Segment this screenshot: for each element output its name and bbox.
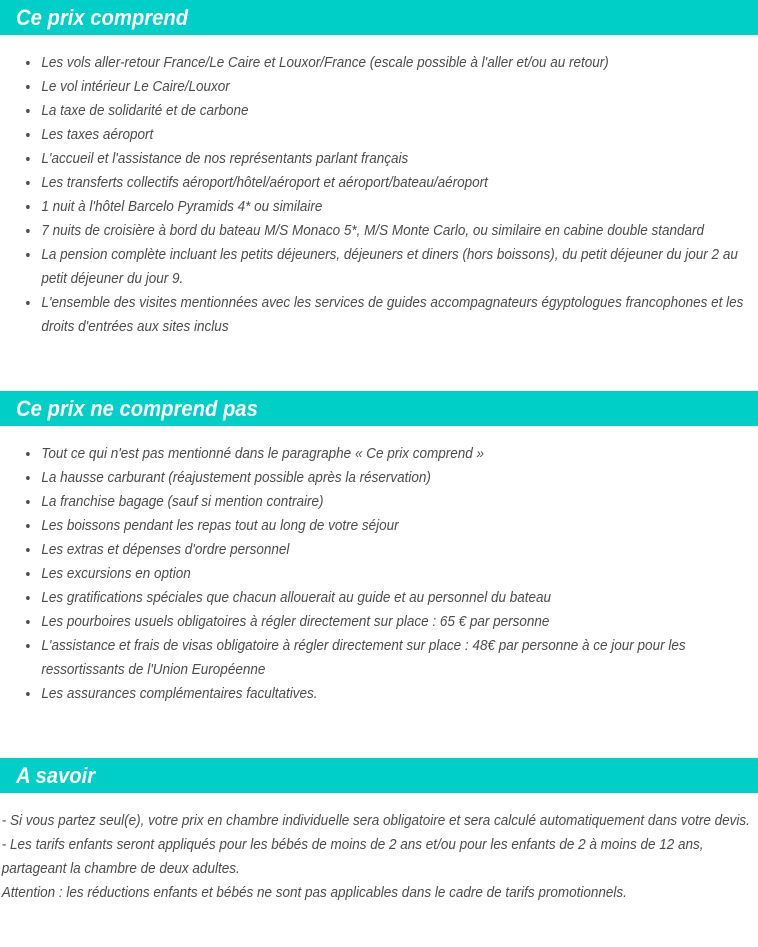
good-to-know-notes	[0, 809, 758, 905]
note-paragraph: - Si vous partez seul(e), votre prix en chambre individuelle sera obligatoire et sera calculé automatiquement dans votre devis.	[1, 812, 750, 829]
price-includes-item: • La taxe de solidarité et de carbone	[40, 99, 753, 123]
price-includes-item: • La pension complète incluant les petits déjeuners, déjeuners et diners (hors boissons), du petit déjeuner du jour 2 au petit déjeuner du jour 9.	[40, 243, 753, 291]
price-excludes-list	[0, 442, 758, 706]
section-title: Ce prix comprend	[16, 4, 189, 30]
price-excludes-item: • Les gratifications spéciales que chacun allouerait au guide et au personnel du bateau	[40, 586, 753, 610]
price-includes-list	[0, 51, 758, 339]
price-excludes-item: • Les extras et dépenses d'ordre personnel	[40, 538, 753, 562]
price-includes-item: • L'accueil et l'assistance de nos représentants parlant français	[40, 147, 753, 171]
section-title: Ce prix ne comprend pas	[16, 395, 258, 421]
note-paragraph: - Les tarifs enfants seront appliqués pour les bébés de moins de 2 ans et/ou pour les enfants de 2 à moins de 12 ans, partageant la chambre de deux adultes.	[1, 836, 704, 877]
price-includes-item: • Les taxes aéroport	[40, 123, 753, 147]
note-paragraph: Attention : les réductions enfants et bébés ne sont pas applicables dans le cadre de tarifs promotionnels.	[1, 884, 627, 901]
price-excludes-item: • Tout ce qui n'est pas mentionné dans le paragraphe « Ce prix comprend »	[40, 442, 753, 466]
price-includes-item: • Les transferts collectifs aéroport/hôtel/aéroport et aéroport/bateau/aéroport	[40, 171, 753, 195]
price-excludes-item: • La hausse carburant (réajustement possible après la réservation)	[40, 466, 753, 490]
section-header-price-includes	[0, 0, 758, 35]
section-price-excludes	[0, 391, 758, 706]
price-includes-item: • Les vols aller-retour France/Le Caire et Louxor/France (escale possible à l'aller et/ou au retour)	[40, 51, 753, 75]
price-excludes-item: • La franchise bagage (sauf si mention contraire)	[40, 490, 753, 514]
price-excludes-item: • Les pourboires usuels obligatoires à régler directement sur place : 65 € par personne	[40, 610, 753, 634]
price-includes-item: • Le vol intérieur Le Caire/Louxor	[40, 75, 753, 99]
section-title: A savoir	[16, 762, 96, 788]
section-header-good-to-know	[0, 758, 758, 793]
section-good-to-know	[0, 758, 758, 905]
section-price-includes	[0, 0, 758, 339]
price-excludes-item: • Les excursions en option	[40, 562, 753, 586]
section-header-price-excludes	[0, 391, 758, 426]
price-excludes-item: • Les boissons pendant les repas tout au long de votre séjour	[40, 514, 753, 538]
price-excludes-item: • L'assistance et frais de visas obligatoire à régler directement sur place : 48€ par personne à ce jour pour les ressortissants de l'Union Européenne	[40, 634, 753, 682]
price-includes-item: • 7 nuits de croisière à bord du bateau M/S Monaco 5*, M/S Monte Carlo, ou similaire en cabine double standard	[40, 219, 753, 243]
price-includes-item: • 1 nuit à l'hôtel Barcelo Pyramids 4* ou similaire	[40, 195, 753, 219]
price-excludes-item: • Les assurances complémentaires facultatives.	[40, 682, 753, 706]
price-includes-item: • L'ensemble des visites mentionnées avec les services de guides accompagnateurs égyptologues francophones et les droits d'entrées aux sites inclus	[40, 291, 753, 339]
